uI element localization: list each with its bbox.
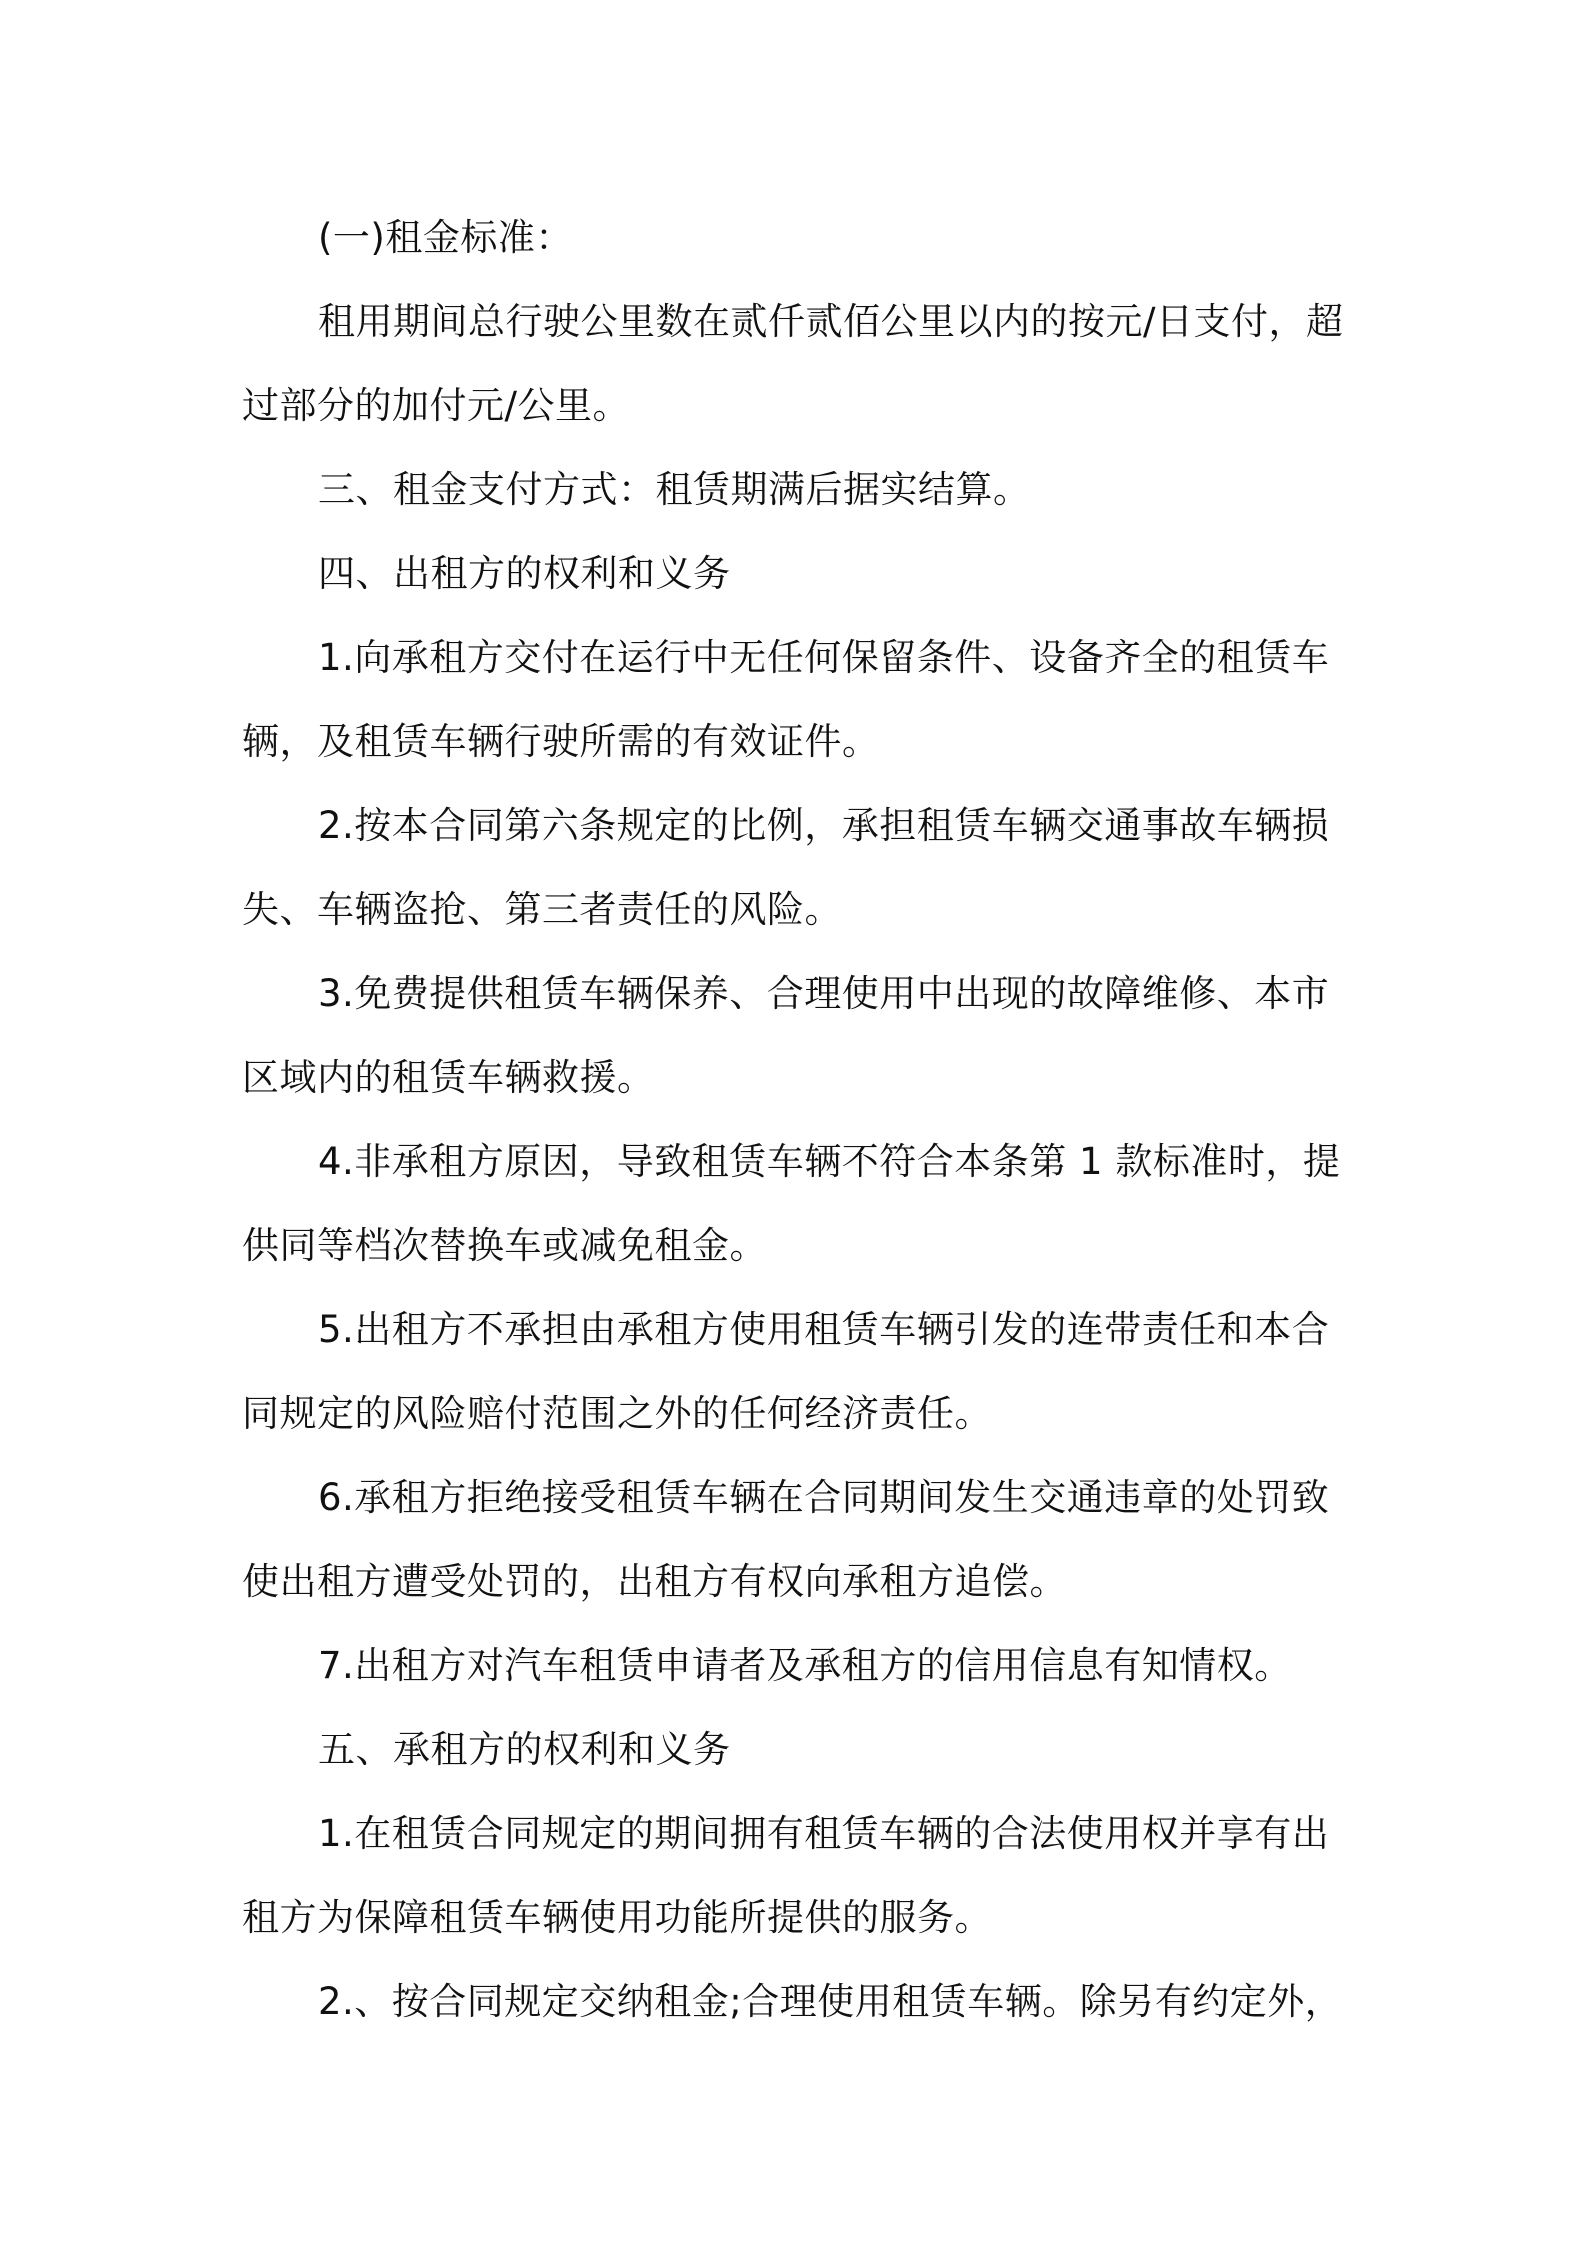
paragraph-lessee-item-2: 2.、按合同规定交纳租金;合理使用租赁车辆。除另有约定外， [318,1980,1343,2023]
paragraph-rent-standard-heading: (一)租金标准： [318,216,573,259]
paragraph-lessor-item-2: 2.按本合同第六条规定的比例，承担租赁车辆交通事故车辆损失、车辆盗抢、第三者责任的风险。 [242,804,1330,931]
paragraph-payment-method: 三、租金支付方式：租赁期满后据实结算。 [318,468,1031,511]
section-heading-lessor-rights: 四、出租方的权利和义务 [318,552,731,595]
paragraph-lessee-item-1: 1.在租赁合同规定的期间拥有租赁车辆的合法使用权并享有出租方为保障租赁车辆使用功能所提供的服务。 [242,1812,1330,1939]
paragraph-lessor-item-5: 5.出租方不承担由承租方使用租赁车辆引发的连带责任和本合同规定的风险赔付范围之外的任何经济责任。 [242,1308,1330,1435]
paragraph-rent-standard: 租用期间总行驶公里数在贰仟贰佰公里以内的按元/日支付，超过部分的加付元/公里。 [242,300,1344,427]
paragraph-lessor-item-4: 4.非承租方原因，导致租赁车辆不符合本条第 1 款标准时，提供同等档次替换车或减免租金。 [242,1140,1341,1267]
paragraph-lessor-item-6: 6.承租方拒绝接受租赁车辆在合同期间发生交通违章的处罚致使出租方遭受处罚的，出租方有权向承租方追偿。 [242,1476,1330,1603]
paragraph-lessor-item-3: 3.免费提供租赁车辆保养、合理使用中出现的故障维修、本市区域内的租赁车辆救援。 [242,972,1330,1099]
paragraph-lessor-item-1: 1.向承租方交付在运行中无任何保留条件、设备齐全的租赁车辆，及租赁车辆行驶所需的有效证件。 [242,636,1330,763]
document-body [242,196,1360,2044]
section-heading-lessee-rights: 五、承租方的权利和义务 [318,1728,731,1771]
paragraph-lessor-item-7: 7.出租方对汽车租赁申请者及承租方的信用信息有知情权。 [318,1644,1292,1687]
